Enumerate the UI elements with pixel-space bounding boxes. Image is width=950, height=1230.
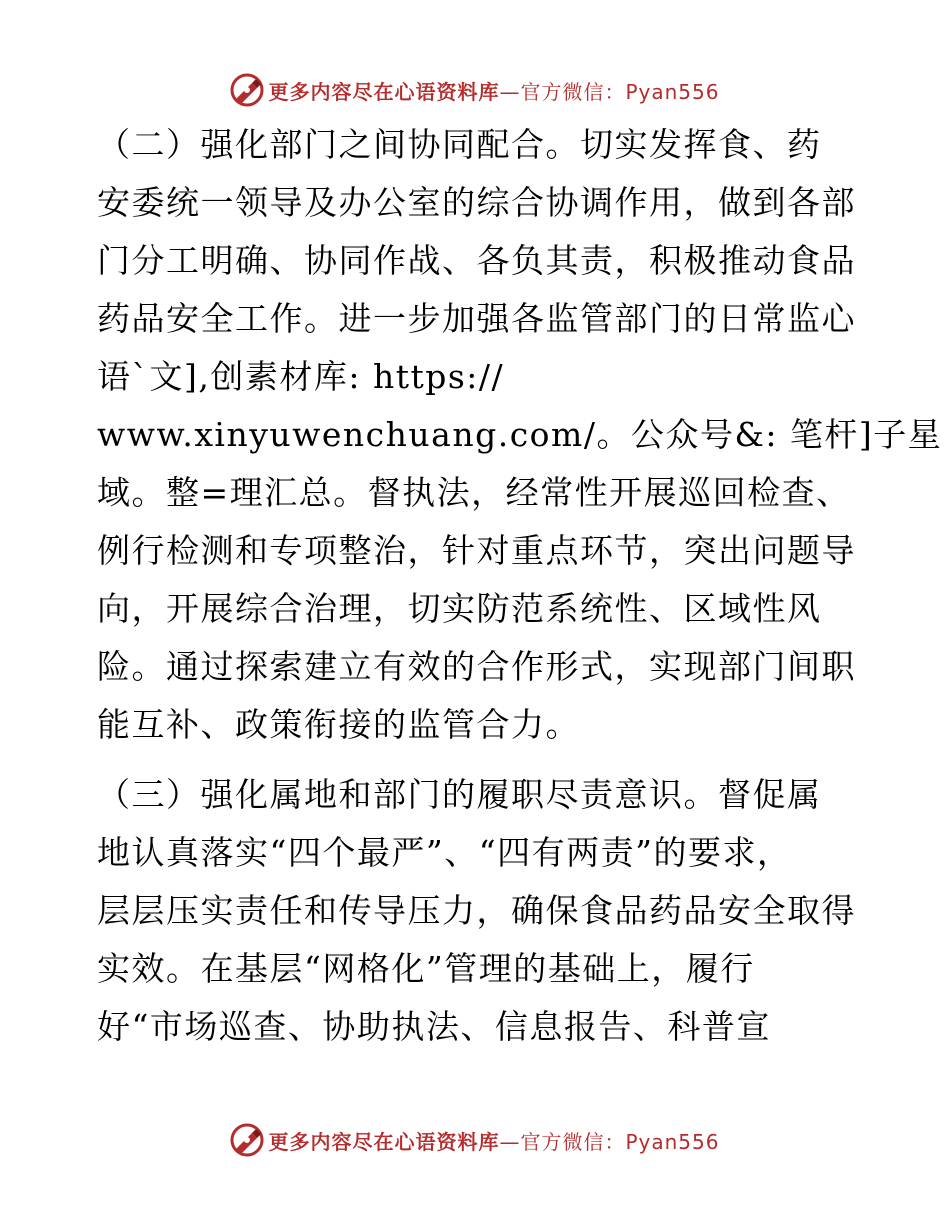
- text-line: 地认真落实“四个最严”、“四有两责”的要求，: [97, 833, 792, 872]
- text-line: 域。整=理汇总。督执法，经常性开展巡回检查、: [97, 473, 851, 512]
- text-line: 层层压实责任和传导压力，确保食品药品安全取得: [97, 891, 856, 930]
- text-line: 药品安全工作。进一步加强各监管部门的日常监心: [97, 299, 856, 338]
- paragraph-3-section: [97, 766, 857, 1056]
- text-line: 向，开展综合治理，切实防范系统性、区域性风: [97, 589, 822, 628]
- watermark-contact: 官方微信：Pyan556: [520, 79, 720, 104]
- text-line: 险。通过探索建立有效的合作形式，实现部门间职: [97, 647, 856, 686]
- text-line-url: www.xinyuwenchuang.com/。公众号&: 笔杆]子星: [97, 415, 943, 454]
- text-line: 好“市场巡查、协助执法、信息报告、科普宣: [97, 1007, 771, 1046]
- paragraph-spacer: [97, 754, 857, 766]
- text-line: 语`文],创素材库: https://: [97, 357, 505, 396]
- watermark-text: [268, 76, 719, 105]
- pen-logo-icon: [230, 73, 264, 107]
- watermark-contact: 官方微信：Pyan556: [520, 1129, 720, 1154]
- pen-logo-icon: [230, 1123, 264, 1157]
- text-line: 例行检测和专项整治，针对重点环节，突出问题导: [97, 531, 856, 570]
- text-line: （二）强化部门之间协同配合。切实发挥食、药: [97, 125, 822, 164]
- paragraph-2-section: [97, 116, 943, 754]
- document-body: [97, 116, 943, 1056]
- watermark-group: [230, 1123, 719, 1157]
- watermark-header: [0, 70, 950, 110]
- text-line: 能互补、政策衔接的监管合力。: [97, 705, 580, 744]
- text-line: 门分工明确、协同作战、各负其责，积极推动食品: [97, 241, 856, 280]
- watermark-text: [268, 1126, 719, 1155]
- watermark-footer: [0, 1120, 950, 1160]
- text-line: （三）强化属地和部门的履职尽责意识。督促属: [97, 775, 822, 814]
- watermark-dash: —: [499, 79, 521, 104]
- watermark-site: 更多内容尽在心语资料库: [268, 1129, 500, 1154]
- watermark-site: 更多内容尽在心语资料库: [268, 79, 500, 104]
- text-line: 安委统一领导及办公室的综合协调作用，做到各部: [97, 183, 856, 222]
- text-line: 实效。在基层“网格化”管理的基础上，履行: [97, 949, 755, 988]
- watermark-group: [230, 73, 719, 107]
- watermark-dash: —: [499, 1129, 521, 1154]
